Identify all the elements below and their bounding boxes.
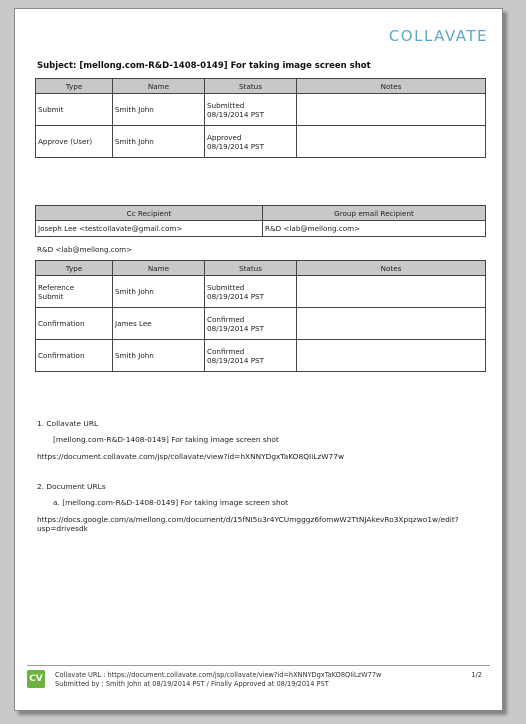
- cell-type: Approve (User): [36, 126, 113, 158]
- cell-notes: [297, 308, 486, 340]
- footer-collavate-url: Collavate URL : https://document.collavate.com/jsp/collavate/view?id=hXNNYDgxTaKO8QIiLzW77w: [55, 671, 382, 679]
- section-document-urls-title: 2. Document URLs: [37, 482, 106, 491]
- cell-status: Confirmed 08/19/2014 PST: [205, 340, 297, 372]
- table-row: [36, 94, 486, 126]
- group-label: R&D <lab@mellong.com>: [37, 245, 133, 254]
- footer-submitted-by: Submitted by : Smith John at 08/19/2014 PST / Finally Approved at 08/19/2014 PST: [55, 680, 329, 688]
- collavate-url-link[interactable]: https://document.collavate.com/jsp/collavate/view?id=hXNNYDgxTaKO8QIiLzW77w: [37, 452, 345, 461]
- cell-status: Submitted 08/19/2014 PST: [205, 276, 297, 308]
- cell-cc-recipient: Joseph Lee <testcollavate@gmail.com>: [36, 221, 263, 237]
- col-name: Name: [113, 261, 205, 276]
- col-type: Type: [36, 79, 113, 94]
- table-header-row: [36, 206, 486, 221]
- cell-group-recipient: R&D <lab@mellong.com>: [263, 221, 486, 237]
- cell-status: Submitted 08/19/2014 PST: [205, 94, 297, 126]
- approval-table: [35, 78, 486, 158]
- section-collavate-url-title: 1. Collavate URL: [37, 419, 99, 428]
- table-row: [36, 308, 486, 340]
- col-notes: Notes: [297, 79, 486, 94]
- cell-notes: [297, 94, 486, 126]
- footer-divider: [27, 665, 490, 666]
- subject-line: Subject: [mellong.com-R&D-1408-0149] For taking image screen shot: [37, 61, 371, 71]
- col-cc-recipient: Cc Recipient: [36, 206, 263, 221]
- table-header-row: [36, 79, 486, 94]
- cell-notes: [297, 276, 486, 308]
- table-row: [36, 221, 486, 237]
- table-header-row: [36, 261, 486, 276]
- col-name: Name: [113, 79, 205, 94]
- group-table: [35, 260, 486, 372]
- cell-name: Smith John: [113, 276, 205, 308]
- document-page: [14, 8, 503, 711]
- table-row: [36, 126, 486, 158]
- col-status: Status: [205, 79, 297, 94]
- col-notes: Notes: [297, 261, 486, 276]
- cell-notes: [297, 126, 486, 158]
- document-url-link[interactable]: https://docs.google.com/a/mellong.com/document/d/15fNI5u3r4YCUmgggz6fomwW2TtNJAkevRo3Xpqzwo1w/edit?: [37, 515, 459, 524]
- collavate-logo: COLLAVATE: [388, 27, 488, 45]
- page-number: 1/2: [471, 671, 482, 679]
- section-document-urls-item: a. [mellong.com-R&D-1408-0149] For taking image screen shot: [53, 498, 289, 507]
- col-group-recipient: Group email Recipient: [263, 206, 486, 221]
- table-row: [36, 276, 486, 308]
- cell-type: Confirmation: [36, 340, 113, 372]
- cell-status: Confirmed 08/19/2014 PST: [205, 308, 297, 340]
- col-status: Status: [205, 261, 297, 276]
- recipient-table: [35, 205, 486, 237]
- cell-name: James Lee: [113, 308, 205, 340]
- col-type: Type: [36, 261, 113, 276]
- cell-name: Smith John: [113, 94, 205, 126]
- section-collavate-url-item: [mellong.com-R&D-1408-0149] For taking image screen shot: [53, 435, 279, 444]
- cell-name: Smith John: [113, 340, 205, 372]
- cv-badge-icon: CV: [27, 670, 45, 688]
- cell-type: Confirmation: [36, 308, 113, 340]
- cell-status: Approved 08/19/2014 PST: [205, 126, 297, 158]
- table-row: [36, 340, 486, 372]
- cell-name: Smith John: [113, 126, 205, 158]
- document-url-link-continued[interactable]: usp=drivesdk: [37, 524, 88, 533]
- cell-type: Reference Submit: [36, 276, 113, 308]
- cell-notes: [297, 340, 486, 372]
- cell-type: Submit: [36, 94, 113, 126]
